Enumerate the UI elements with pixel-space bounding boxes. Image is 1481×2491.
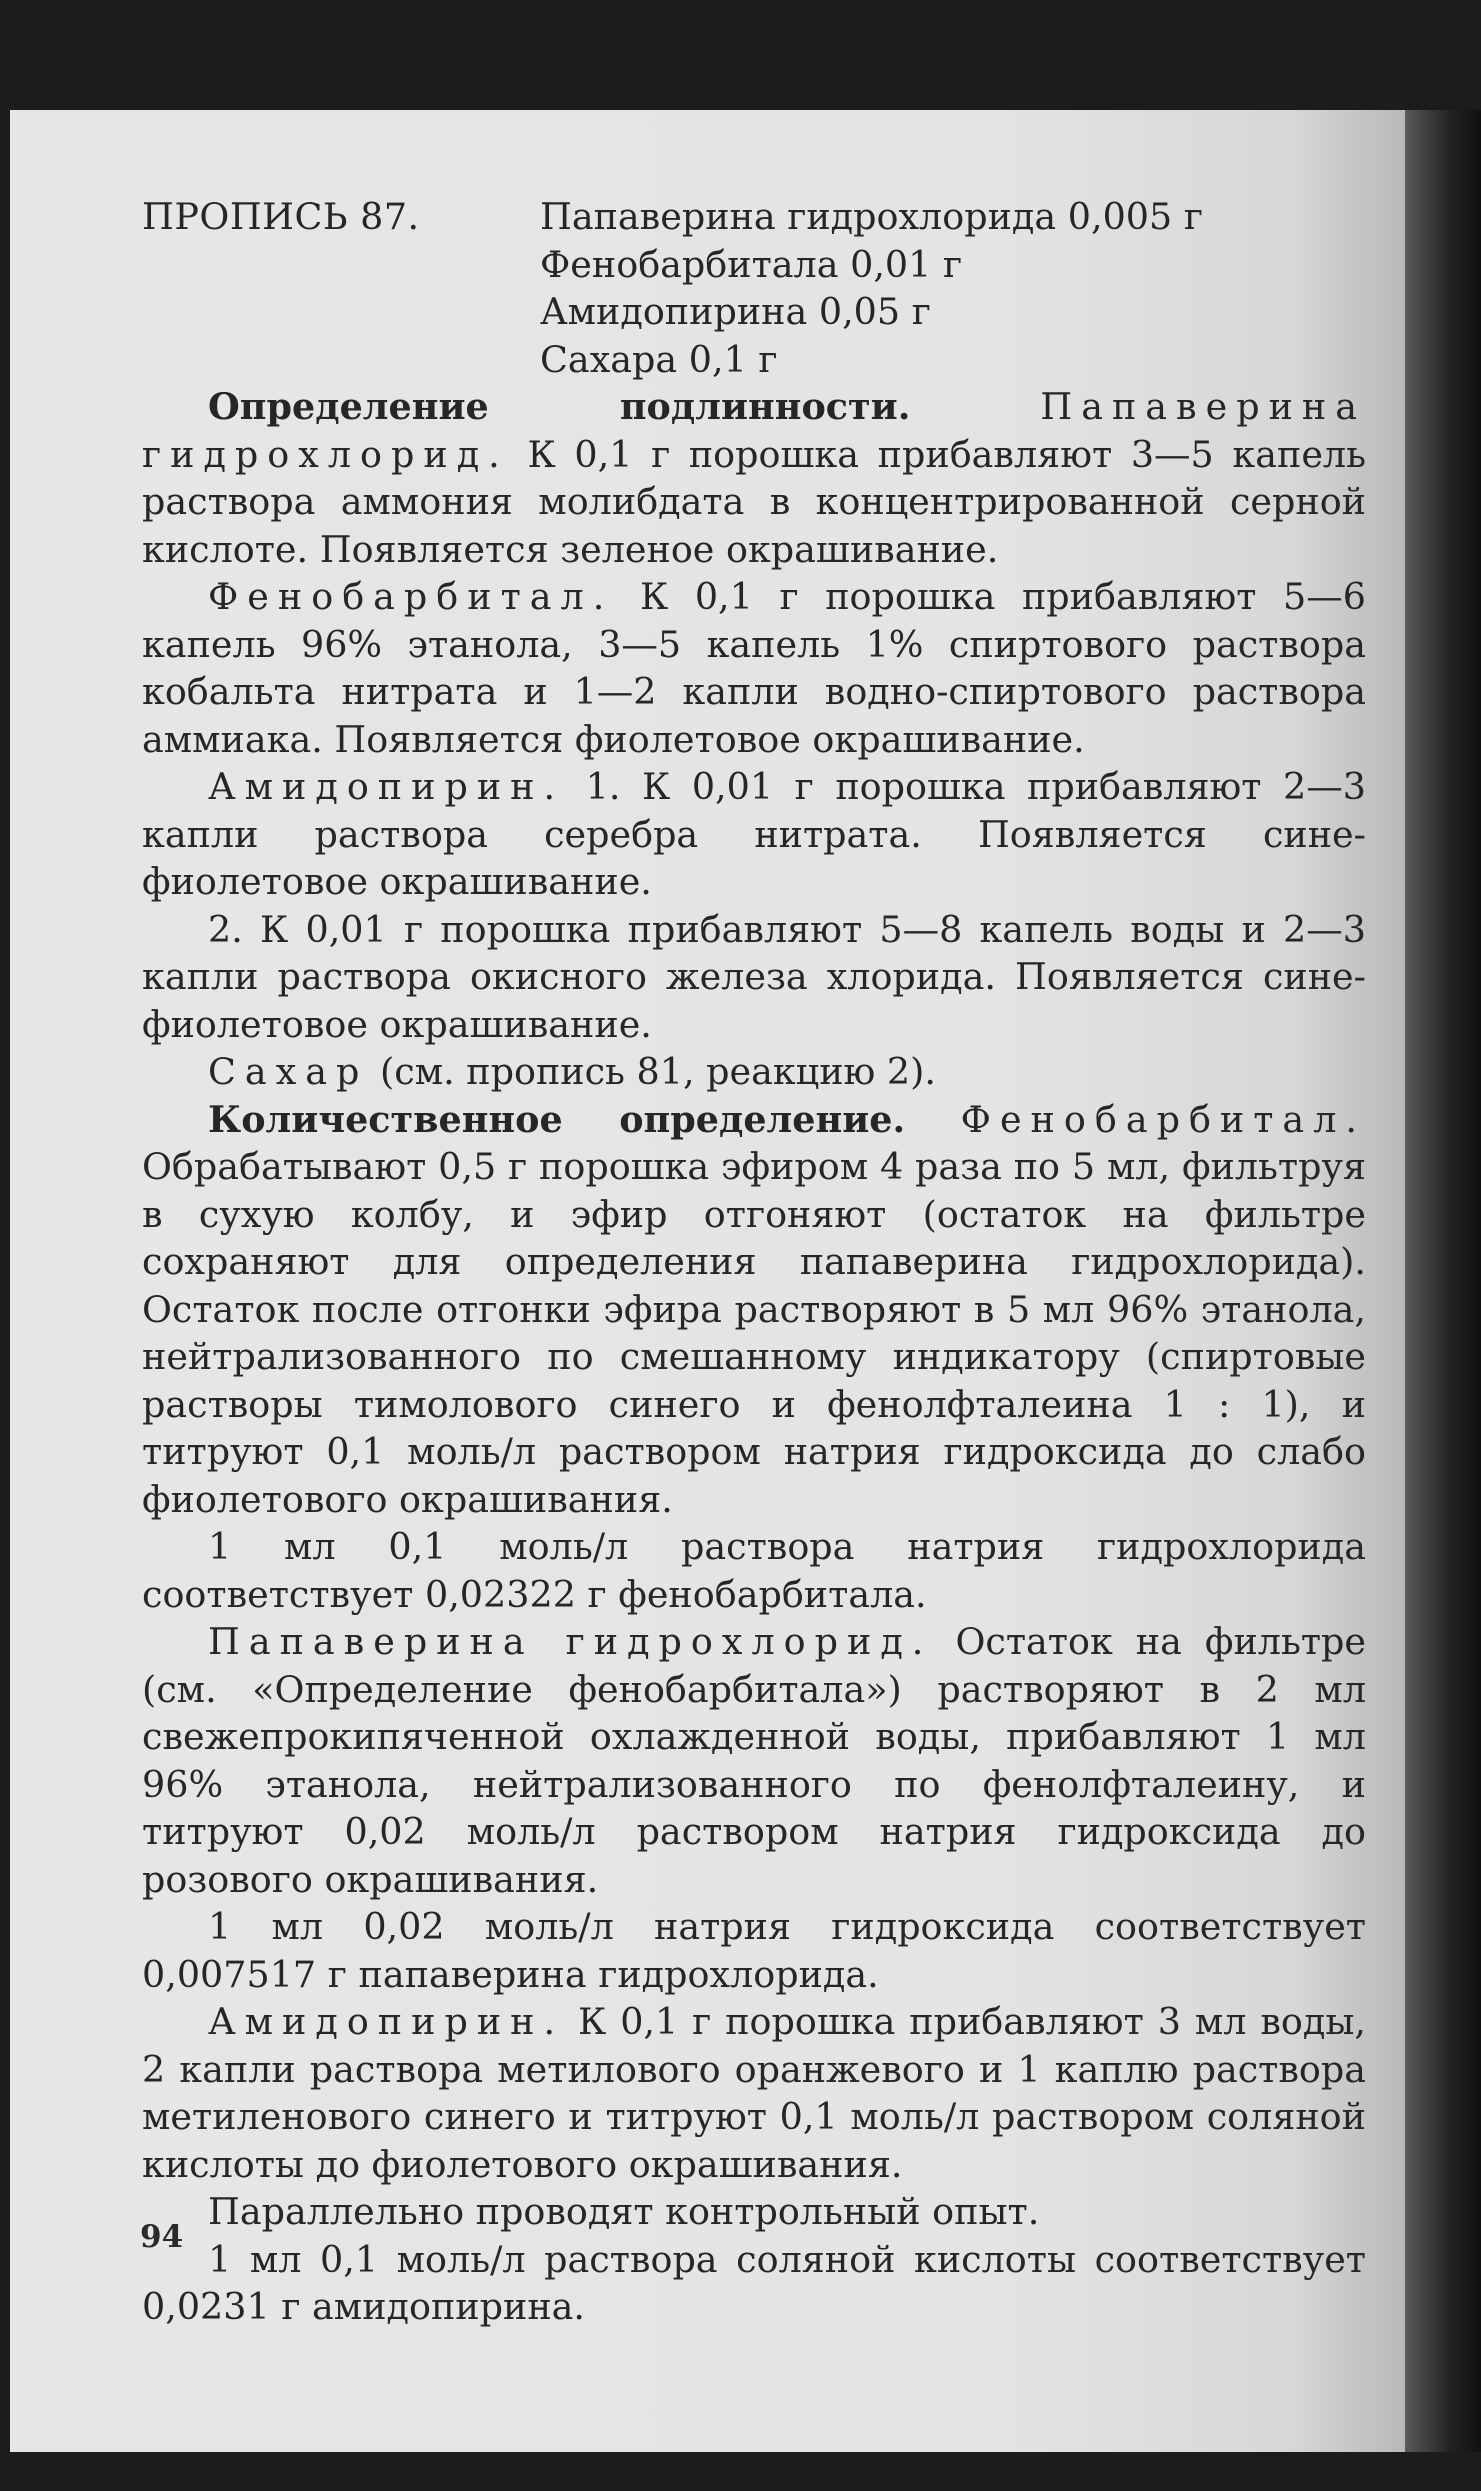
paragraph-text: К 0,1 г порошка прибавляют 3 мл воды, 2 капли раствора метилового оранжевого и 1 каплю раствора метиленового синего и титруют 0,1 моль/л раствором соляной кислоты до фиолетового окрашивания.	[142, 2000, 1366, 2186]
paragraph-text: Остаток на фильтре (см. «Определение фенобарбитала») растворяют в 2 мл свежепрокипяченной охлажденной воды, прибавляют 1 мл 96% этанола, нейтрализованного по фенолфталеину, и титруют 0,02 моль/л раствором натрия гидроксида до розового окрашивания.	[142, 1620, 1366, 1901]
paragraph	[142, 1096, 1366, 1524]
ingredient-line: Сахара 0,1 г	[540, 337, 778, 381]
paragraph	[142, 573, 1366, 763]
page-body	[142, 193, 1366, 2331]
prescription-header	[142, 193, 1366, 383]
substance-name: Сахар	[208, 1050, 369, 1093]
substance-name: Папаверина гидрохлорид.	[142, 385, 1366, 476]
substance-name: Амидопирин.	[208, 2000, 565, 2043]
ingredient-list	[540, 193, 1203, 383]
substance-name: Папаверина гидрохлорид.	[208, 1620, 933, 1663]
paragraph	[142, 1523, 1366, 1618]
paragraph	[142, 763, 1366, 906]
paragraph-text: 1 мл 0,02 моль/л натрия гидроксида соответствует 0,007517 г папаверина гидрохлорида.	[142, 1905, 1366, 1996]
paragraph-text: 1 мл 0,1 моль/л раствора натрия гидрохлорида соответствует 0,02322 г фенобарбитала.	[142, 1525, 1366, 1616]
paragraph-text: 1. К 0,01 г порошка прибавляют 2—3 капли раствора серебра нитрата. Появляется сине-фиолетовое окрашивание.	[142, 765, 1366, 903]
paragraph-text: К 0,1 г порошка прибавляют 5—6 капель 96% этанола, 3—5 капель 1% спиртового раствора кобальта нитрата и 1—2 капли водно-спиртового раствора аммиака. Появляется фиолетовое окрашивание.	[142, 575, 1366, 761]
ingredient-line: Папаверина гидрохлорида 0,005 г	[540, 195, 1203, 238]
paragraph	[142, 1903, 1366, 1998]
paragraph	[142, 383, 1366, 573]
page-binding-shadow	[1405, 110, 1481, 2452]
page-number: 94	[140, 2219, 184, 2255]
paragraph-text: 1 мл 0,1 моль/л раствора соляной кислоты соответствует 0,0231 г амидопирина.	[142, 2237, 1366, 2328]
paragraph-text: 2. К 0,01 г порошка прибавляют 5—8 капель воды и 2—3 капли раствора окисного железа хлорида. Появляется сине-фиолетовое окрашивание.	[142, 907, 1366, 1046]
paragraph	[142, 906, 1366, 1049]
paragraph	[142, 2236, 1366, 2331]
prescription-label: ПРОПИСЬ 87.	[142, 195, 420, 238]
paragraph-text: Обрабатывают 0,5 г порошка эфиром 4 раза по 5 мл, фильтруя в сухую колбу, и эфир отгоняют (остаток на фильтре сохраняют для определения папаверина гидрохлорида). Остаток после отгонки эфира растворяют в 5 мл 96% этанола, нейтрализованного по смешанному индикатору (спиртовые растворы тимолового синего и фенолфталеина 1 : 1), и титруют 0,1 моль/л раствором натрия гидроксида до слабо фиолетового окрашивания.	[142, 1145, 1366, 1521]
paragraph-text: К 0,1 г порошка прибавляют 3—5 капель раствора аммония молибдата в концентрированной серной кислоте. Появляется зеленое окрашивание.	[142, 432, 1366, 571]
section-heading: Определение подлинности.	[208, 385, 911, 428]
paragraph	[142, 1998, 1366, 2188]
paragraph-text: Параллельно проводят контрольный опыт.	[208, 2190, 1040, 2233]
paragraph-text: (см. пропись 81, реакцию 2).	[380, 1050, 936, 1093]
paragraph	[142, 2188, 1366, 2236]
paragraph	[142, 1618, 1366, 1903]
section-heading: Количественное определение.	[208, 1097, 906, 1141]
substance-name: Амидопирин.	[208, 765, 565, 808]
paragraph	[142, 1048, 1366, 1096]
ingredient-line: Фенобарбитала 0,01 г	[540, 242, 963, 286]
ingredient-line: Амидопирина 0,05 г	[540, 290, 931, 333]
substance-name: Фенобарбитал.	[208, 575, 614, 618]
substance-name: Фенобарбитал.	[960, 1097, 1366, 1141]
